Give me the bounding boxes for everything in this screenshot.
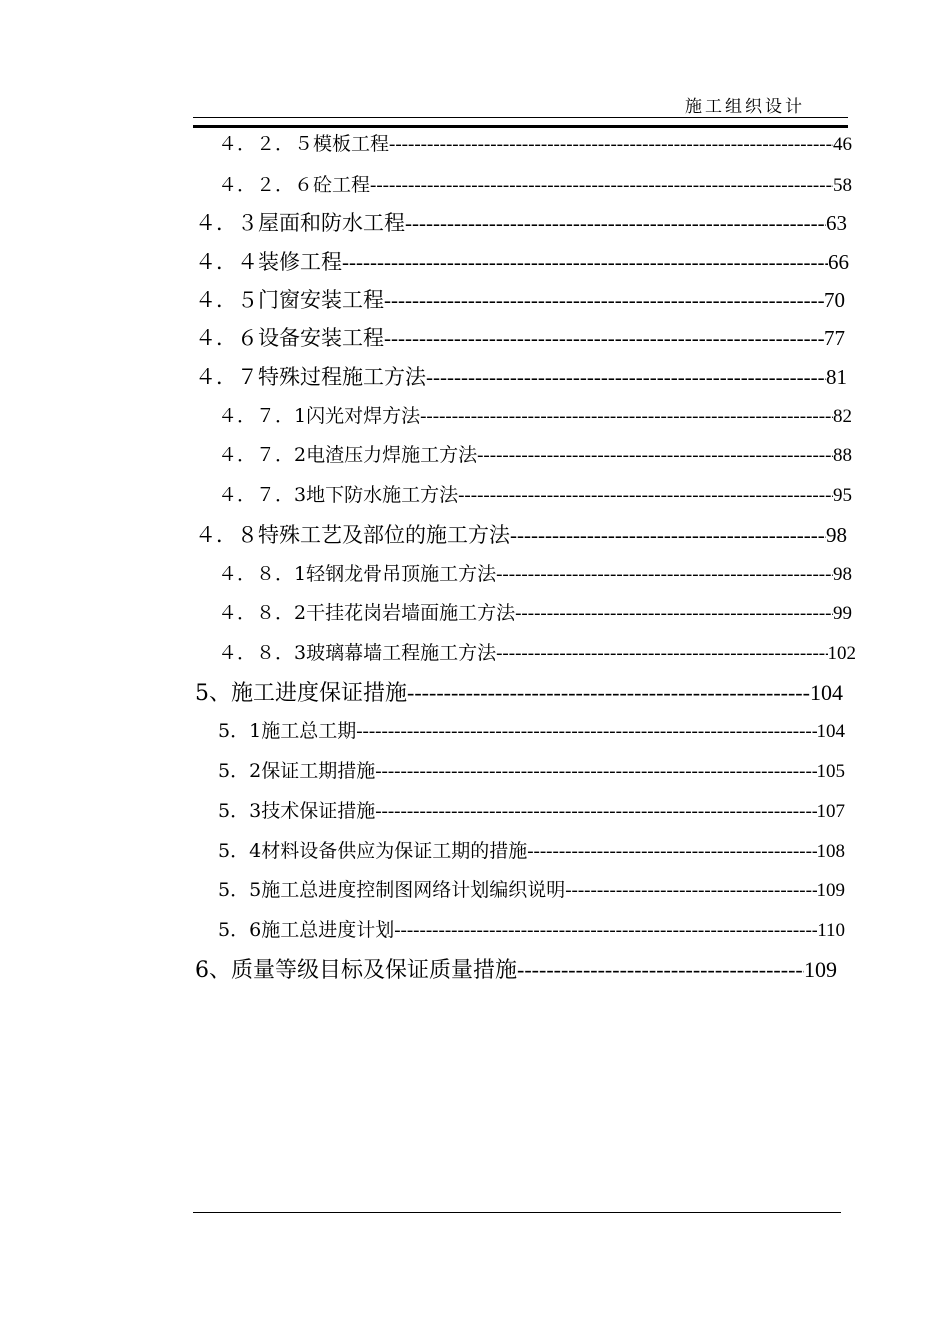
toc-number: ４．８．2 [218, 602, 307, 624]
toc-number: 5．6 [218, 919, 262, 941]
toc-entry[interactable] [195, 207, 847, 237]
toc-page: 104 [810, 680, 843, 705]
toc-number: ４．２．５ [218, 133, 314, 155]
toc-number: ４．６ [195, 326, 258, 350]
toc-leader [527, 841, 816, 863]
toc-entry[interactable] [195, 246, 849, 276]
toc-entry[interactable] [195, 284, 845, 314]
toc-leader [384, 288, 824, 313]
toc-number: ４．５ [195, 288, 258, 312]
toc-number: ４．２．６ [218, 174, 314, 196]
toc-leader [384, 326, 824, 351]
toc-page: 63 [826, 211, 847, 235]
toc-number: 5．5 [218, 879, 262, 901]
toc-leader [420, 406, 833, 428]
toc-entry[interactable] [218, 129, 852, 156]
toc-title: 施工总进度控制图网络计划编织说明 [261, 879, 566, 901]
toc-page: 99 [833, 603, 852, 624]
toc-title: 地下防水施工方法 [306, 484, 459, 506]
toc-entry[interactable] [218, 756, 845, 783]
toc-number: 5．1 [218, 720, 262, 742]
toc-leader [356, 721, 816, 743]
toc-leader [515, 603, 833, 625]
toc-page: 98 [833, 564, 852, 585]
toc-number: ４．３ [195, 211, 258, 235]
toc-entry[interactable] [195, 676, 843, 707]
toc-entry[interactable] [218, 875, 845, 902]
toc-number: ４．８．1 [218, 563, 307, 585]
toc-title: 门窗安装工程 [258, 288, 384, 312]
toc-leader [477, 445, 833, 467]
toc-entry[interactable] [218, 598, 852, 625]
toc-page: 102 [827, 643, 856, 664]
toc-page: 108 [816, 841, 845, 862]
toc-title: 质量等级目标及保证质量措施 [231, 958, 518, 983]
toc-title: 玻璃幕墙工程施工方法 [306, 642, 497, 664]
toc-entry[interactable] [218, 559, 852, 586]
toc-title: 干挂花岗岩墙面施工方法 [306, 602, 516, 624]
toc-leader [375, 761, 816, 783]
toc-number: ４．７ [195, 365, 258, 389]
toc-leader [375, 801, 816, 823]
toc-leader [394, 920, 817, 942]
toc-entry[interactable] [218, 836, 845, 863]
toc-page: 110 [817, 920, 845, 941]
header-rule-thick [193, 125, 848, 128]
toc-page: 104 [816, 721, 845, 742]
toc-page: 109 [804, 957, 837, 982]
toc-number: 5、 [195, 681, 231, 706]
toc-title: 保证工期措施 [261, 760, 376, 782]
toc-entry[interactable] [218, 480, 852, 507]
toc-page: 81 [826, 365, 847, 389]
toc-number: ４．７．3 [218, 484, 307, 506]
toc-leader [407, 680, 810, 706]
toc-title: 电渣压力焊施工方法 [306, 444, 478, 466]
toc-page: 98 [826, 523, 847, 547]
toc-title: 特殊过程施工方法 [258, 365, 426, 389]
toc-title: 施工进度保证措施 [231, 681, 408, 706]
toc-entry[interactable] [195, 361, 847, 391]
toc-entry[interactable] [218, 915, 845, 942]
toc-leader [370, 175, 833, 197]
toc-leader [565, 880, 816, 902]
toc-entry[interactable] [195, 519, 847, 549]
toc-page: 66 [828, 250, 849, 274]
toc-page: 88 [833, 445, 852, 466]
toc-title: 设备安装工程 [258, 326, 384, 350]
toc-leader [496, 643, 827, 665]
toc-number: 5．4 [218, 840, 262, 862]
toc-number: 6、 [195, 958, 231, 983]
toc-leader [510, 523, 826, 548]
toc-title: 施工总进度计划 [261, 919, 395, 941]
toc-title: 屋面和防水工程 [258, 211, 405, 235]
toc-title: 特殊工艺及部位的施工方法 [258, 523, 510, 547]
footer-rule [193, 1212, 841, 1213]
toc-entry[interactable] [218, 440, 852, 467]
toc-title: 技术保证措施 [261, 800, 376, 822]
page-header-title: 施工组织设计 [685, 97, 805, 117]
toc-number: ４．７．2 [218, 444, 307, 466]
toc-leader [517, 957, 804, 983]
toc-entry[interactable] [218, 170, 852, 197]
toc-title: 装修工程 [258, 250, 342, 274]
header-rule-thin [193, 117, 848, 118]
toc-entry[interactable] [218, 716, 845, 743]
toc-title: 闪光对焊方法 [306, 405, 421, 427]
toc-title: 模板工程 [313, 133, 390, 155]
toc-number: 5．3 [218, 800, 262, 822]
toc-leader [458, 485, 833, 507]
toc-number: ４．８ [195, 523, 258, 547]
toc-page: 107 [816, 801, 845, 822]
toc-entry[interactable] [218, 796, 845, 823]
toc-title: 材料设备供应为保证工期的措施 [261, 840, 528, 862]
toc-leader [426, 365, 826, 390]
toc-title: 砼工程 [313, 174, 371, 196]
toc-leader [389, 134, 833, 156]
toc-title: 施工总工期 [261, 720, 357, 742]
toc-page: 77 [824, 326, 845, 350]
toc-leader [405, 211, 826, 236]
toc-entry[interactable] [218, 638, 856, 665]
toc-page: 46 [833, 134, 852, 155]
toc-page: 82 [833, 406, 852, 427]
toc-number: ４．８．3 [218, 642, 307, 664]
toc-title: 轻钢龙骨吊顶施工方法 [306, 563, 497, 585]
toc-page: 105 [816, 761, 845, 782]
toc-entry[interactable] [195, 953, 837, 984]
toc-number: ４．４ [195, 250, 258, 274]
toc-page: 70 [824, 288, 845, 312]
toc-leader [496, 564, 833, 586]
toc-page: 109 [816, 880, 845, 901]
toc-page: 95 [833, 485, 852, 506]
toc-leader [342, 250, 828, 275]
toc-entry[interactable] [218, 401, 852, 428]
toc-number: 5．2 [218, 760, 262, 782]
toc-number: ４．７．1 [218, 405, 307, 427]
toc-page: 58 [833, 175, 852, 196]
toc-entry[interactable] [195, 322, 845, 352]
